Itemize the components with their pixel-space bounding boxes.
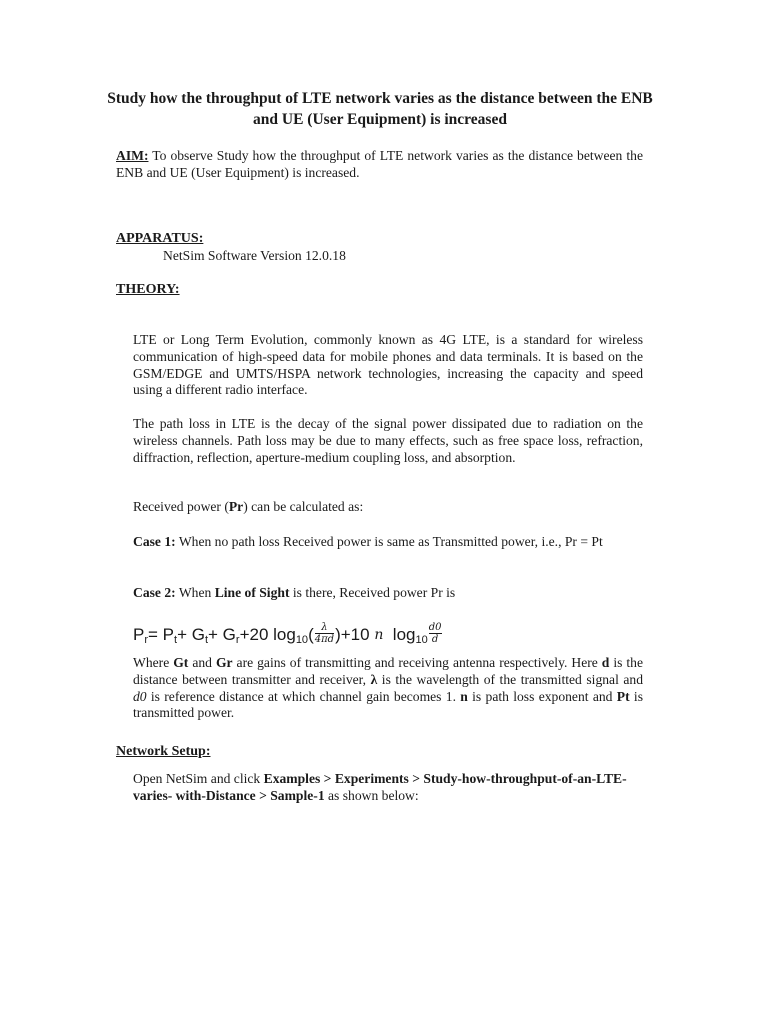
received-pre: Received power ( bbox=[133, 499, 229, 514]
formula-t-sub: t bbox=[174, 634, 178, 646]
aim-text: To observe Study how the throughput of LTE network varies as the distance between the ENB and UE (User Equipment) is increased. bbox=[116, 148, 643, 180]
where-text-5: is the wavelength of the transmitted signal and bbox=[377, 671, 643, 687]
setup-sep-2: > bbox=[408, 771, 424, 786]
case-1-text: When no path loss Received power is same as Transmitted power, i.e., Pr = Pt bbox=[175, 534, 603, 549]
formula-distance-fraction bbox=[429, 622, 442, 645]
where-n: n bbox=[460, 688, 468, 704]
theory-paragraph-1: LTE or Long Term Evolution, commonly known as 4G LTE, is a standard for wireless communication of high-speed data for mobile phones and data terminals. It is based on the GSM/EDGE and UMTS/HSPA network technologies, increasing the capacity and speed using a different radio interface. bbox=[133, 332, 643, 398]
where-d: d bbox=[601, 655, 610, 670]
setup-text-2: as shown below: bbox=[324, 787, 419, 803]
formula-p: P bbox=[133, 625, 145, 644]
where-text-7: is path loss exponent and bbox=[467, 688, 617, 704]
formula-ten-sub: 10 bbox=[295, 634, 309, 646]
formula-r-sub: r bbox=[144, 634, 149, 646]
where-text-3: are gains of transmitting and receiving antenna respectively. Here bbox=[232, 655, 602, 670]
formula-gt-sub: t bbox=[204, 634, 209, 646]
document-title: Study how the throughput of LTE network varies as the distance between the ENB and UE (User Equipment) is increased bbox=[107, 90, 653, 128]
where-text-6: is reference distance at which channel gain becomes 1. bbox=[146, 688, 461, 704]
where-paragraph bbox=[133, 655, 643, 722]
formula-lambda-fraction bbox=[315, 622, 334, 645]
formula-ten2-sub: 10 bbox=[415, 634, 428, 646]
setup-sep-1: > bbox=[320, 771, 335, 786]
apparatus-text: NetSim Software Version 12.0.18 bbox=[163, 248, 346, 263]
where-pt: Pt bbox=[616, 688, 630, 704]
setup-study: Study-how-throughput-of-an-LTE-varies- with-Distance bbox=[133, 771, 627, 803]
case-2-bold: Line of Sight bbox=[214, 585, 290, 600]
where-text-2: and bbox=[188, 655, 216, 670]
path-loss-formula bbox=[133, 618, 443, 652]
formula-d0: d0 bbox=[428, 621, 442, 633]
setup-sample: Sample-1 bbox=[270, 787, 325, 803]
theory-paragraph-2: The path loss in LTE is the decay of the signal power dissipated due to radiation on the wireless channels. Path loss may be due to many effects, such as free space loss, refraction, diffraction, reflection, aperture-medium coupling loss, and absorption. bbox=[133, 416, 643, 465]
formula-n: n bbox=[374, 627, 384, 643]
where-lambda: λ bbox=[370, 671, 378, 687]
where-gr: Gr bbox=[215, 655, 233, 670]
received-symbol: Pr bbox=[228, 499, 244, 514]
where-gt: Gt bbox=[173, 655, 189, 670]
case-2-text: is there, Received power Pr is bbox=[289, 585, 456, 600]
aim-label: AIM: bbox=[116, 148, 149, 163]
formula-gr-sub: r bbox=[235, 634, 240, 646]
formula-log-term: +20 log bbox=[239, 625, 296, 644]
network-setup-paragraph bbox=[133, 771, 643, 805]
formula-paren-close: )+10 bbox=[335, 625, 370, 644]
apparatus-heading: APPARATUS: bbox=[116, 231, 204, 246]
received-power-line bbox=[133, 499, 643, 516]
setup-sep-3: > bbox=[255, 787, 271, 803]
formula-paren-open: ( bbox=[308, 625, 314, 644]
formula-four-pi-d: 4πd bbox=[314, 633, 335, 645]
network-setup-heading: Network Setup: bbox=[116, 744, 211, 759]
where-text-8: is transmitted power. bbox=[133, 688, 643, 721]
received-post: ) can be calculated as: bbox=[243, 499, 364, 514]
formula-g1: + G bbox=[177, 625, 205, 644]
case-2-paragraph bbox=[133, 585, 643, 602]
case-2-mid: When bbox=[175, 585, 215, 600]
case-1-label: Case 1: bbox=[133, 534, 176, 549]
formula-d: d bbox=[431, 633, 439, 645]
formula-g2: + G bbox=[208, 625, 236, 644]
formula-eq: = P bbox=[148, 625, 175, 644]
where-text-1: Where bbox=[133, 655, 174, 670]
case-2-label: Case 2: bbox=[133, 585, 176, 600]
formula-lambda: λ bbox=[321, 621, 328, 633]
case-1-paragraph bbox=[133, 534, 643, 551]
aim-paragraph bbox=[116, 148, 643, 182]
where-text-4: is the distance between transmitter and receiver, bbox=[133, 655, 643, 687]
setup-examples: Examples bbox=[263, 771, 321, 786]
formula-log2: log bbox=[392, 625, 416, 644]
setup-experiments: Experiments bbox=[334, 771, 409, 786]
theory-heading: THEORY: bbox=[116, 282, 180, 297]
setup-text-1: Open NetSim and click bbox=[133, 771, 264, 786]
where-d0: d0 bbox=[133, 688, 147, 704]
